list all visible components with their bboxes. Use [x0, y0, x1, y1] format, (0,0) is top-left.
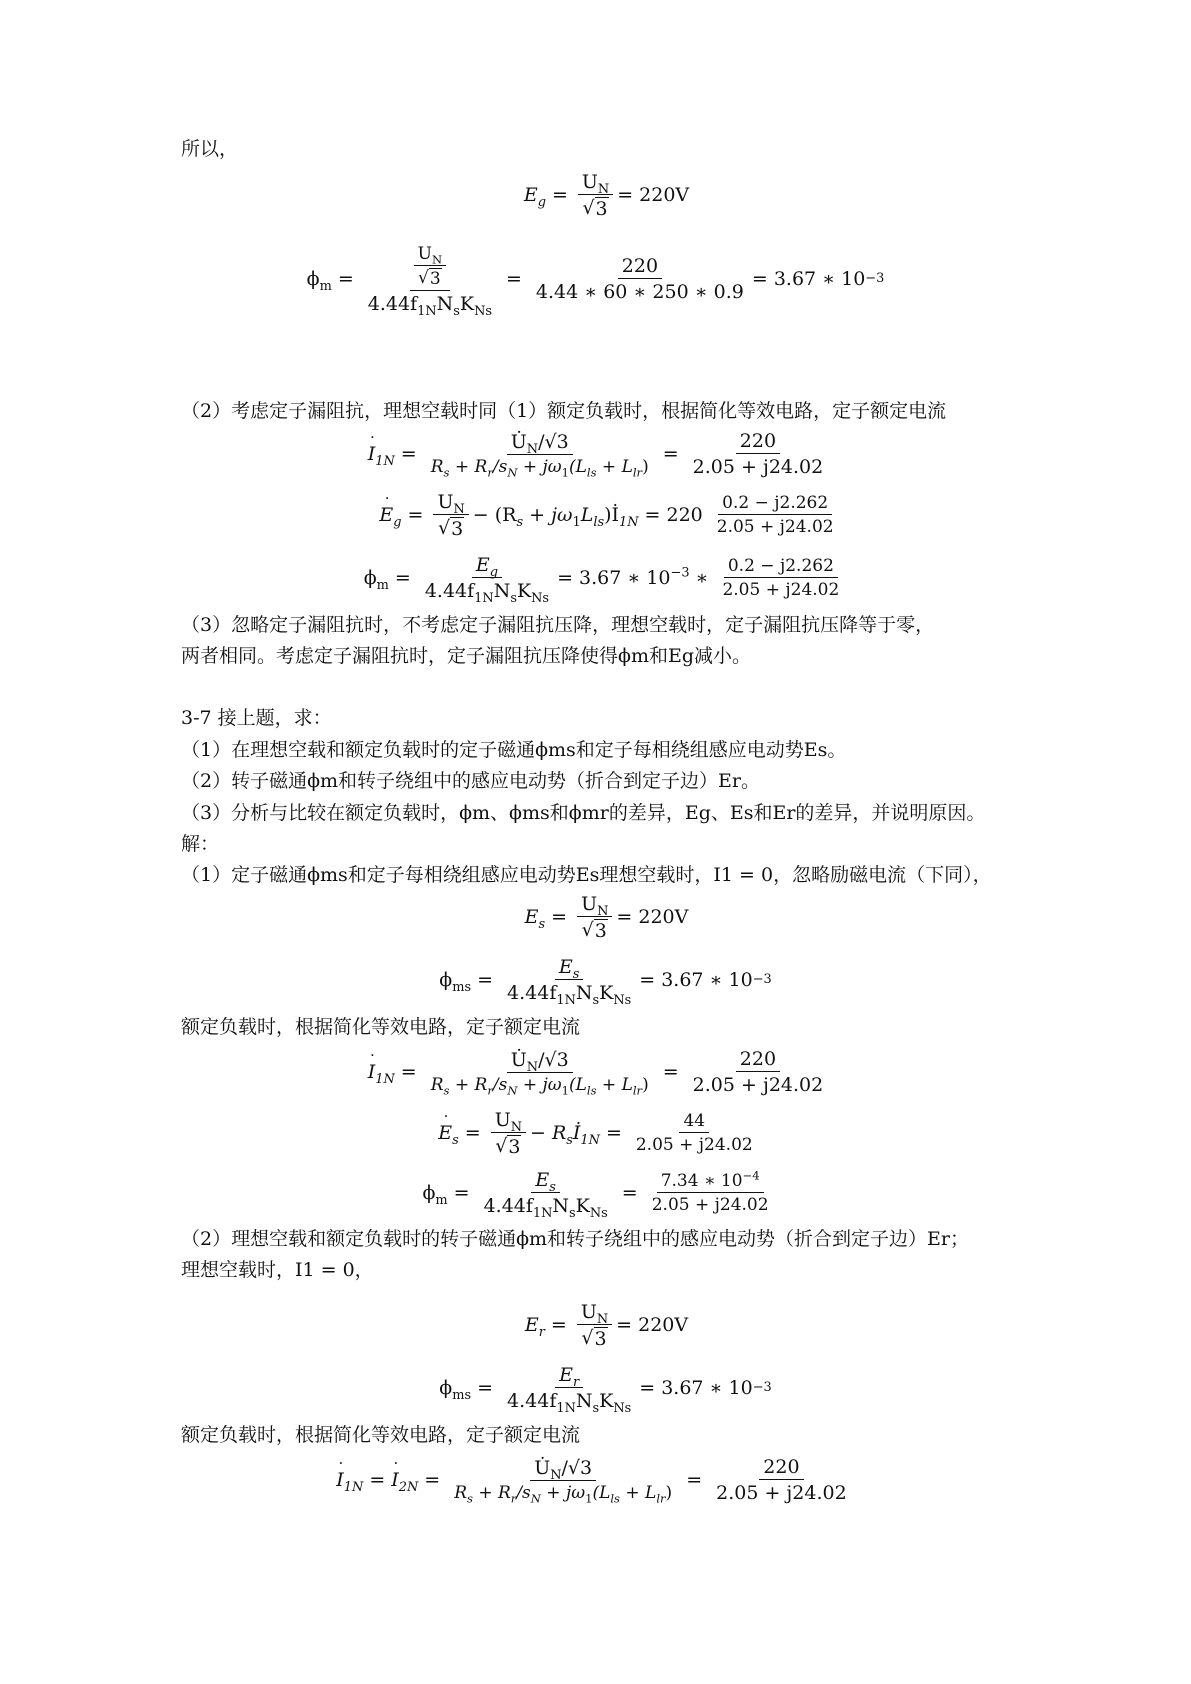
intro-text: 所以， — [181, 138, 239, 160]
question-2: （2）转子磁通ϕm和转子绕组中的感应电动势（折合到定子边）Er。 — [181, 770, 761, 792]
solution-2: （2）理想空载和额定负载时的转子磁通ϕm和转子绕组中的感应电动势（折合到定子边）Er； — [181, 1228, 970, 1250]
solution-2c: 额定负载时，根据简化等效电路，定子额定电流 — [181, 1424, 581, 1446]
equation-es: $E_s$ = $U_N$ √ 3 = 220V — [524, 892, 689, 942]
equation-phims: $\phi_{ms}$ = $\frac{E_s}{4.44f_{1N}N_sK_{Ns}}$ = 3.67 ∗ 10 −3 — [439, 956, 772, 1008]
solution-2b: 理想空载时，I1 = 0， — [181, 1259, 374, 1281]
paragraph-2: （2）考虑定子漏阻抗，理想空载时同（1）额定负载时，根据简化等效电路，定子额定电流 — [181, 400, 947, 422]
solution-1b: 额定负载时，根据简化等效电路，定子额定电流 — [181, 1016, 581, 1038]
question-title: 3-7 接上题，求： — [181, 707, 332, 729]
equation-eg-load: E $˙_g$ = $U_N$ √ 3 − ($R_s$ + $j\omega_1L_{ls})İ_{1N}$ = 220 $\frac{0.2 - j2.262}{2.05 + j24.02}$ — [0, 486, 1191, 544]
equation-phim-load: $\phi_m$ = $\frac{E_g}{4.44f_{1N}N_sK_{Ns}}$ = 3.67 ∗ $10^{-3}$ ∗ $\frac{0.2 - j2.262}{2.05 + j24.02}$ — [363, 554, 840, 606]
equation-er: $E_r$ = $U_N$ √ 3 = 220V — [524, 1300, 689, 1350]
equation-phim-es: $\phi_m$ = $\frac{E_s}{4.44f_{1N}N_sK_{Ns}}$ = $\frac{7.34 ∗ 10^{-4}}{2.05 + j24.02}$ — [422, 1168, 769, 1221]
solution-label: 解： — [181, 833, 220, 855]
equation-i1n-b: I $˙_{1N}$ = $\frac{U̇_N/√3}{R_s + R_r/s_N + j\omega_1(L_{ls} + L_{lr})}$ = $\frac{220}{2.05 + j24.02}$ — [0, 1044, 1191, 1100]
equation-i1n-a: I $˙_{1N}$ = $\frac{U̇_N/√3}{R_s + R_r/s_N + j\omega_1(L_{ls} + L_{lr})}$ = $\frac{220}{2.05 + j24.02}$ — [0, 426, 1191, 482]
solution-1: （1）定子磁通ϕms和定子每相绕组感应电动势Es理想空载时，I1 = 0，忽略励磁电流（下同）， — [181, 864, 992, 886]
equation-phims-er: $\phi_{ms}$ = $\frac{E_r}{4.44f_{1N}N_sK_{Ns}}$ = 3.67 ∗ 10 −3 — [439, 1364, 772, 1416]
question-1: （1）在理想空载和额定负载时的定子磁通ϕms和定子每相绕组感应电动势Es。 — [181, 739, 847, 761]
equation-eg: $E_g$ = $U_N$ √ 3 = 220V — [523, 170, 690, 220]
equation-phim: $\phi_m$ = $U_N$ √ 3 $4.44f_{1N}N_sK_{Ns}$ = $\frac{220}{4.44 ∗ 60 ∗ 250 ∗ 0.9}$ = 3.67 ∗ 10 −3 — [306, 243, 885, 319]
paragraph-3a: （3）忽略定子漏阻抗时，不考虑定子漏阻抗压降，理想空载时，定子漏阻抗压降等于零， — [181, 614, 935, 636]
equation-es-load: E $˙_s$ = $U_N$ √ 3 − $R_sİ_{1N}$ = $\frac{44}{2.05 + j24.02}$ — [0, 1104, 1191, 1162]
paragraph-3b: 两者相同。考虑定子漏阻抗时，定子漏阻抗压降使得ϕm和Eg减小。 — [181, 645, 752, 667]
question-3: （3）分析与比较在额定负载时，ϕm、ϕms和ϕmr的差异，Eg、Es和Er的差异，并说明原因。 — [181, 802, 986, 824]
equation-i1n-i2n: I $˙_{1N}$ = I $˙_{2N}$ = $\frac{U̇_N/√3}{R_s + R_r/s_N + j\omega_1(L_{ls} + L_{lr})}$ = $\frac{220}{2.05 + j24.02}$ — [0, 1452, 1191, 1508]
